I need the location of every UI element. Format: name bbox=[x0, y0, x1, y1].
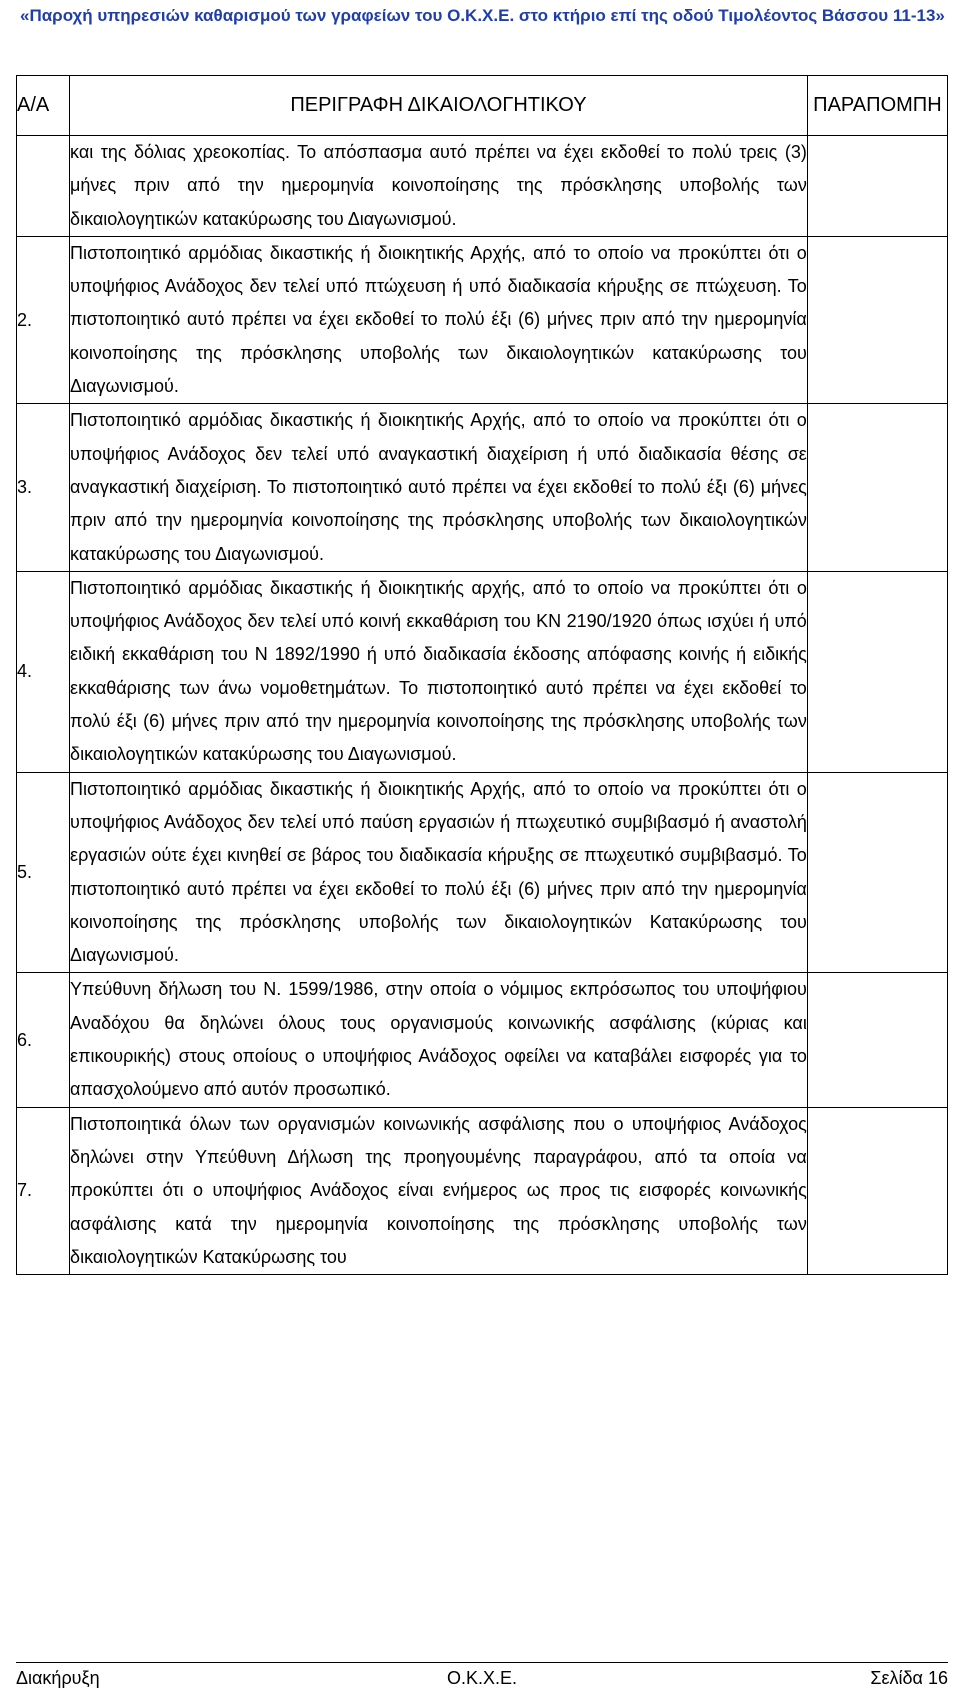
row-number bbox=[17, 136, 70, 237]
row-reference bbox=[807, 404, 947, 571]
table-row bbox=[17, 236, 948, 403]
row-reference bbox=[807, 236, 947, 403]
table-row bbox=[17, 1107, 948, 1274]
row-number: 6. bbox=[17, 973, 70, 1107]
row-number: 2. bbox=[17, 236, 70, 403]
row-number: 3. bbox=[17, 404, 70, 571]
table-row bbox=[17, 772, 948, 973]
row-description: Πιστοποιητικό αρμόδιας δικαστικής ή διοικητικής Αρχής, από το οποίο να προκύπτει ότι ο υποψήφιος Ανάδοχος δεν τελεί υπό παύση εργασιών ή πτωχευτικό συμβιβασμό ή αναστολή εργασιών ούτε έχει κινηθεί σε βάρος του διαδικασία κήρυξης σε πτωχευτικό συμβιβασμό. Το πιστοποιητικό αυτό πρέπει να έχει εκδοθεί το πολύ έξι (6) μήνες πριν από την ημερομηνία κοινοποίησης της πρόσκλησης υποβολής των δικαιολογητικών Κατακύρωσης του Διαγωνισμού. bbox=[70, 772, 808, 973]
documents-table bbox=[16, 75, 948, 1275]
table-row bbox=[17, 136, 948, 237]
row-description: Πιστοποιητικό αρμόδιας δικαστικής ή διοικητικής αρχής, από το οποίο να προκύπτει ότι ο υποψήφιος Ανάδοχος δεν τελεί υπό κοινή εκκαθάριση του ΚΝ 2190/1920 όπως ισχύει ή υπό ειδική εκκαθάριση του Ν 1892/1990 ή υπό διαδικασία έκδοσης απόφασης κοινής ή ειδικής εκκαθάρισης των άνω νομοθετημάτων. Το πιστοποιητικό αυτό πρέπει να έχει εκδοθεί το πολύ έξι (6) μήνες πριν από την ημερομηνία κοινοποίησης της πρόσκλησης υποβολής των δικαιολογητικών κατακύρωσης του Διαγωνισμού. bbox=[70, 571, 808, 772]
footer-organization: Ο.Κ.Χ.Ε. bbox=[446, 1668, 518, 1688]
table-row bbox=[17, 571, 948, 772]
column-header-aa: Α/Α bbox=[17, 76, 70, 136]
table-row bbox=[17, 973, 948, 1107]
row-number: 4. bbox=[17, 571, 70, 772]
page-footer bbox=[16, 1662, 948, 1689]
row-description: Πιστοποιητικά όλων των οργανισμών κοινωνικής ασφάλισης που ο υποψήφιος Ανάδοχος δηλώνει στην Υπεύθυνη Δήλωση της προηγουμένης παραγράφου, από τα οποία να προκύπτει ότι ο υποψήφιος Ανάδοχος είναι ενήμερος ως προς τις εισφορές κοινωνικής ασφάλισης κατά την ημερομηνία κοινοποίησης της πρόσκλησης υποβολής των δικαιολογητικών Κατακύρωσης του bbox=[70, 1107, 808, 1274]
document-title: «Παροχή υπηρεσιών καθαρισμού των γραφείων του Ο.Κ.Χ.Ε. στο κτήριο επί της οδού Τιμολέοντος Βάσσου 11-13» bbox=[20, 6, 945, 25]
row-description: και της δόλιας χρεοκοπίας. Το απόσπασμα αυτό πρέπει να έχει εκδοθεί το πολύ τρεις (3) μήνες πριν από την ημερομηνία κοινοποίησης της πρόσκλησης υποβολής των δικαιολογητικών κατακύρωσης του Διαγωνισμού. bbox=[70, 136, 808, 237]
footer-page-number: Σελίδα 16 bbox=[870, 1668, 948, 1688]
column-header-description: ΠΕΡΙΓΡΑΦΗ ΔΙΚΑΙΟΛΟΓΗΤΙΚΟΥ bbox=[70, 76, 808, 136]
row-number: 5. bbox=[17, 772, 70, 973]
row-number: 7. bbox=[17, 1107, 70, 1274]
row-description: Πιστοποιητικό αρμόδιας δικαστικής ή διοικητικής Αρχής, από το οποίο να προκύπτει ότι ο υποψήφιος Ανάδοχος δεν τελεί υπό πτώχευση ή υπό διαδικασία κήρυξης σε πτώχευση. Το πιστοποιητικό αυτό πρέπει να έχει εκδοθεί το πολύ έξι (6) μήνες πριν από την ημερομηνία κοινοποίησης της πρόσκλησης υποβολής των δικαιολογητικών κατακύρωσης του Διαγωνισμού. bbox=[70, 236, 808, 403]
row-reference bbox=[807, 571, 947, 772]
row-reference bbox=[807, 1107, 947, 1274]
row-reference bbox=[807, 973, 947, 1107]
column-header-reference: ΠΑΡΑΠΟΜΠΗ bbox=[807, 76, 947, 136]
row-description: Υπεύθυνη δήλωση του Ν. 1599/1986, στην οποία ο νόμιμος εκπρόσωπος του υποψήφιου Αναδόχου θα δηλώνει όλους τους οργανισμούς κοινωνικής ασφάλισης (κύριας και επικουρικής) στους οποίους ο υποψήφιος Ανάδοχος οφείλει να καταβάλει εισφορές για το απασχολούμενο από αυτόν προσωπικό. bbox=[70, 973, 808, 1107]
table-header-row bbox=[17, 76, 948, 136]
row-reference bbox=[807, 136, 947, 237]
row-reference bbox=[807, 772, 947, 973]
row-description: Πιστοποιητικό αρμόδιας δικαστικής ή διοικητικής Αρχής, από το οποίο να προκύπτει ότι ο υποψήφιος Ανάδοχος δεν τελεί υπό αναγκαστική διαχείριση ή υπό διαδικασία θέσης σε αναγκαστική διαχείριση. Το πιστοποιητικό αυτό πρέπει να έχει εκδοθεί το πολύ έξι (6) μήνες πριν από την ημερομηνία κοινοποίησης της πρόσκλησης υποβολής των δικαιολογητικών κατακύρωσης του Διαγωνισμού. bbox=[70, 404, 808, 571]
table-row bbox=[17, 404, 948, 571]
footer-document-name: Διακήρυξη bbox=[16, 1668, 100, 1688]
